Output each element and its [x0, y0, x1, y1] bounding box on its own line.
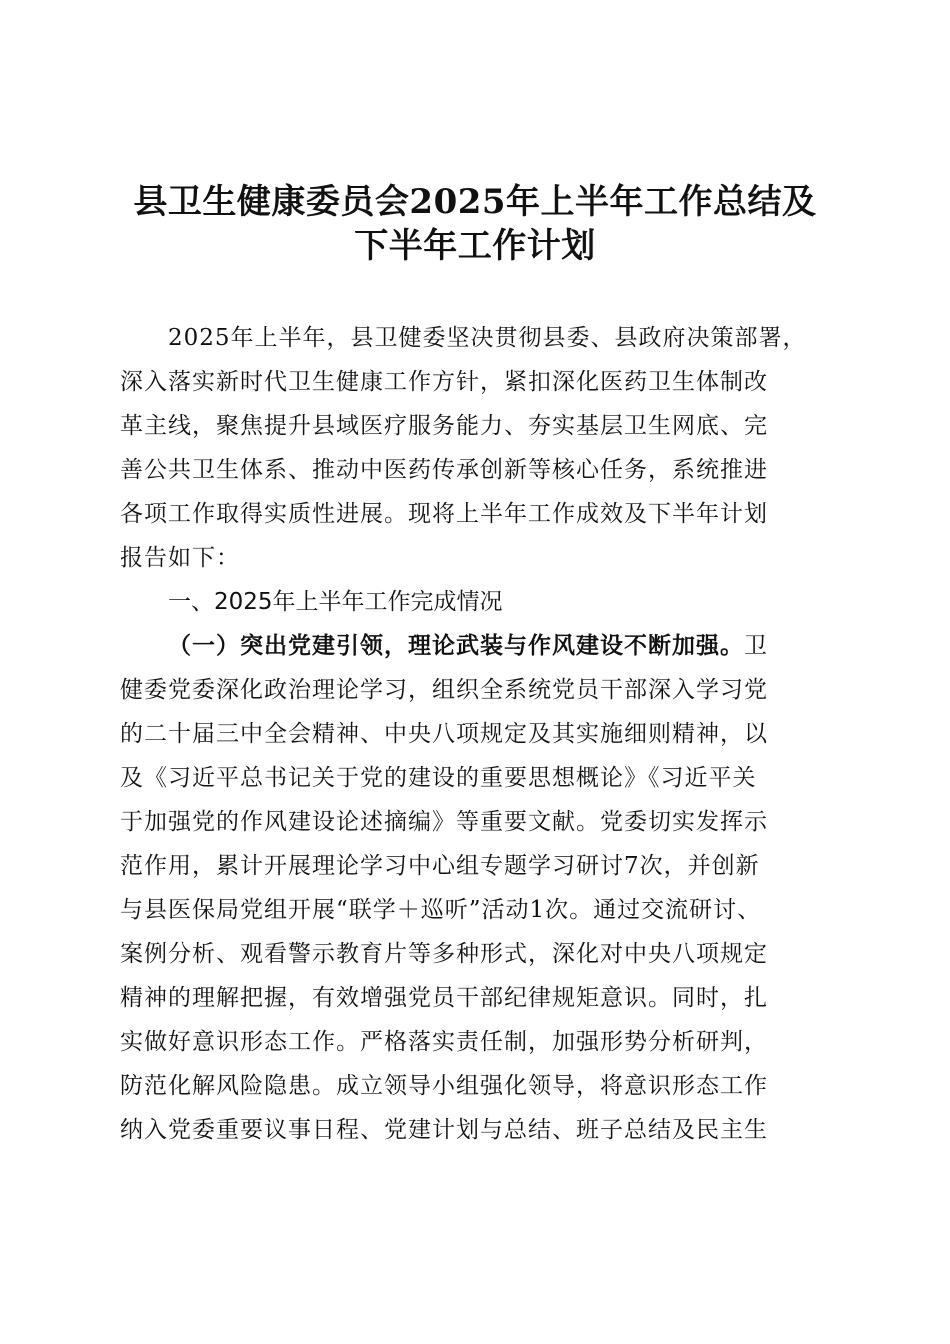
body-paragraph-line: 健委党委深化政治理论学习，组织全系统党员干部深入学习党 — [120, 677, 768, 703]
intro-paragraph-line: 善公共卫生体系、推动中医药传承创新等核心任务，系统推进 — [120, 457, 768, 483]
body-paragraph-line: 案例分析、观看警示教育片等多种形式，深化对中央八项规定 — [120, 941, 768, 967]
body-paragraph-line: 范作用，累计开展理论学习中心组专题学习研讨7次，并创新 — [120, 853, 760, 879]
body-paragraph-line: 与县医保局党组开展“联学＋巡听”活动1次。通过交流研讨、 — [120, 897, 762, 923]
subsection-1-heading: （一）突出党建引领，理论武装与作风建设不断加强。 — [168, 632, 744, 659]
body-paragraph-line: 防范化解风险隐患。成立领导小组强化领导，将意识形态工作 — [120, 1073, 768, 1099]
subsection-1-first-line-rest: 卫 — [744, 633, 768, 659]
intro-paragraph-line: 深入落实新时代卫生健康工作方针，紧扣深化医药卫生体制改 — [120, 369, 768, 395]
intro-paragraph-line: 革主线，聚焦提升县域医疗服务能力、夯实基层卫生网底、完 — [120, 413, 768, 439]
document-title-line-2: 下半年工作计划 — [354, 226, 596, 266]
body-paragraph-line: 于加强党的作风建设论述摘编》等重要文献。党委切实发挥示 — [120, 809, 768, 835]
body-paragraph-line: 实做好意识形态工作。严格落实责任制，加强形势分析研判， — [120, 1029, 768, 1055]
intro-paragraph-line: 报告如下： — [120, 545, 240, 571]
section-1-heading: 一、2025年上半年工作完成情况 — [168, 589, 503, 615]
intro-paragraph-line: 2025年上半年，县卫健委坚决贯彻县委、县政府决策部署， — [168, 325, 807, 351]
body-paragraph-line: 及《习近平总书记关于党的建设的重要思想概论》《习近平关 — [120, 765, 757, 791]
body-paragraph-line: 的二十届三中全会精神、中央八项规定及其实施细则精神，以 — [120, 721, 768, 747]
subsection-1-first-line — [168, 631, 830, 661]
body-paragraph-line: 精神的理解把握，有效增强党员干部纪律规矩意识。同时，扎 — [120, 985, 768, 1011]
intro-paragraph-line: 各项工作取得实质性进展。现将上半年工作成效及下半年计划 — [120, 501, 768, 527]
body-paragraph-line: 纳入党委重要议事日程、党建计划与总结、班子总结及民主生 — [120, 1117, 768, 1143]
document-title-line-1: 县卫生健康委员会2025年上半年工作总结及 — [133, 182, 817, 222]
